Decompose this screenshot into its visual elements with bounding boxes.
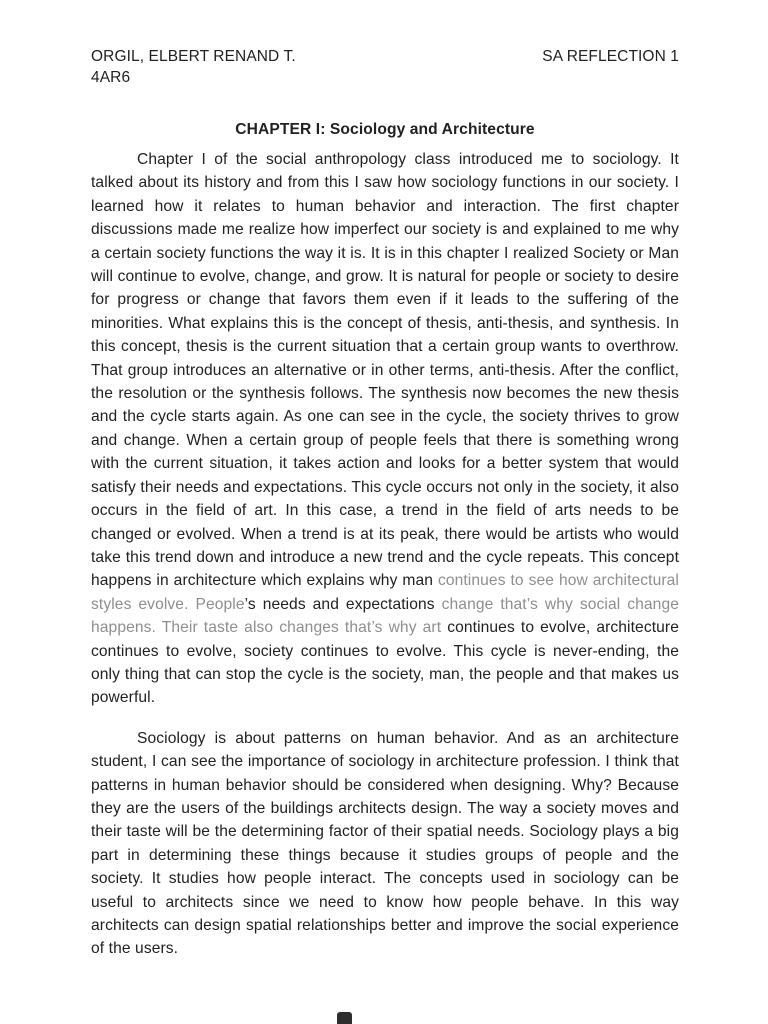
paragraph [91, 148, 679, 710]
paragraph [91, 727, 679, 961]
paragraph-segment-muted: continues to see how architectural styles evolve. People [91, 572, 680, 613]
paragraph-segment: ’s needs and expectations [244, 595, 442, 613]
essay-body [91, 148, 679, 961]
paragraph-segment: continues to evolve, architecture continues to evolve, society continues to evolve. This cycle is never-ending, the only thing that can stop the cycle is the society, man, the people and that makes us powerful. [91, 619, 679, 707]
author-name: ORGIL, ELBERT RENAND T. [91, 48, 296, 65]
paragraph-segment: Chapter I of the social anthropology class introduced me to sociology. It talked about its history and from this I saw how sociology functions in our society. I learned how it relates to human behavior and interaction. The first chapter discussions made me realize how imperfect our society is and explained to me why a certain society functions the way it is. It is in this chapter I realized Society or Man will continue to evolve, change, and grow. It is natural for people or society to desire for progress or change that favors them even if it leads to the suffering of the minorities. What explains this is the concept of thesis, anti-thesis, and synthesis. In this concept, thesis is the current situation that a certain group wants to overthrow. That group introduces an alternative or in other terms, anti-thesis. After the conflict, the resolution or the synthesis follows. The synthesis now becomes the new thesis and the cycle starts again. As one can see in the cycle, the society thrives to grow and change. When a certain group of people feels that there is something wrong with the current situation, it takes action and looks for a better system that would satisfy their needs and expectations. This cycle occurs not only in the society, it also occurs in the field of art. In this case, a trend in the field of arts needs to be changed or evolved. When a trend is at its peak, there would be artists who would take this trend down and introduce a new trend and the cycle repeats. This concept happens in architecture which explains why man [91, 151, 679, 590]
document-header [91, 46, 679, 88]
author-section: 4AR6 [91, 69, 131, 86]
paragraph-segment-muted: change that’s why social change happens. Their taste also changes that’s why art [91, 595, 679, 637]
header-label: SA REFLECTION 1 [542, 48, 679, 65]
paragraph-segment: Sociology is about patterns on human behavior. And as an architecture student, I can see the importance of sociology in architecture profession. I think that patterns in human behavior should be considered when designing. Why? Because they are the users of the buildings architects design. The way a society moves and their taste will be the determining factor of their spatial needs. Sociology plays a big part in determining these things because it studies groups of people and the society. It studies how people interact. The concepts used in sociology can be useful to architects since we need to know how people behave. In this way architects can design spatial relationships better and improve the social experience of the users. [91, 729, 679, 958]
footer-fragment [337, 1012, 352, 1024]
chapter-title: CHAPTER I: Sociology and Architecture [235, 121, 535, 138]
header-left [91, 46, 296, 88]
